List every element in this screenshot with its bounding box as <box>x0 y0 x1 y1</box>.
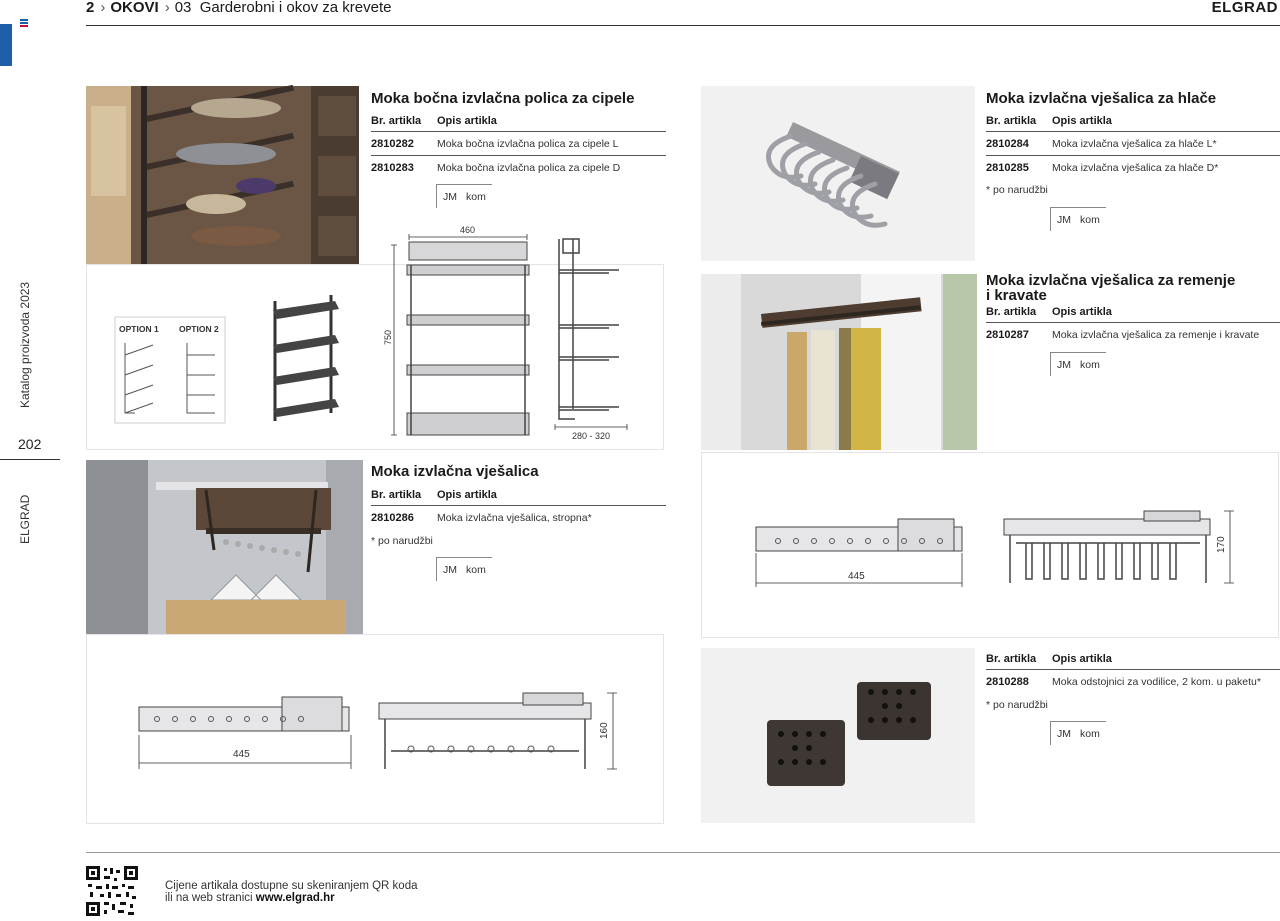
article-desc: Moka izvlačna vješalica za remenje i kravate <box>1052 329 1260 341</box>
product-title: Moka izvlačna vješalica <box>371 463 539 480</box>
chevron-right-icon: › <box>100 0 106 16</box>
article-code: 2810288 <box>986 676 1029 688</box>
footer-line2-prefix: ili na web stranici <box>165 892 253 904</box>
qr-code-icon[interactable] <box>86 866 138 916</box>
unit-value: kom <box>1080 359 1100 371</box>
unit-value: kom <box>1080 214 1100 226</box>
catalog-label: Katalog proizvoda 2023 <box>18 281 32 408</box>
table-row[interactable] <box>986 670 1280 694</box>
table-row[interactable] <box>986 132 1280 156</box>
dim-height-label: 160 <box>599 722 610 739</box>
breadcrumb-section-no[interactable]: 03 <box>174 0 192 16</box>
unit-box <box>1050 721 1106 745</box>
unit-label: JM <box>1057 359 1071 371</box>
unit-label: JM <box>443 191 457 203</box>
belt-tie-hanger-table <box>986 300 1280 347</box>
breadcrumb <box>86 0 391 16</box>
product-title: Moka bočna izvlačna polica za cipele <box>371 90 635 107</box>
col-code-header: Br. artikla <box>371 489 422 501</box>
trouser-hanger-photo <box>701 86 975 261</box>
table-row[interactable] <box>986 156 1280 180</box>
table-row[interactable] <box>371 156 666 180</box>
option-2-label: OPTION 2 <box>179 324 219 334</box>
trouser-hanger-table <box>986 109 1280 179</box>
col-desc-header: Opis artikla <box>1052 115 1112 127</box>
shoe-shelf-table <box>371 109 666 179</box>
footer-divider <box>86 852 1280 853</box>
product-title <box>986 273 1235 303</box>
unit-label: JM <box>1057 214 1071 226</box>
breadcrumb-page[interactable]: 2 <box>86 0 95 16</box>
table-header-row <box>986 300 1280 323</box>
article-desc: Moka bočna izvlačna polica za cipele D <box>437 161 621 174</box>
article-desc: Moka izvlačna vješalica, stropna* <box>437 512 592 524</box>
breadcrumb-section-title[interactable]: Garderobni i okov za krevete <box>199 0 392 16</box>
brand-color-marker <box>0 24 12 66</box>
table-header-row <box>986 109 1280 132</box>
table-row[interactable] <box>986 323 1280 347</box>
unit-box <box>1050 352 1106 376</box>
shoe-shelf-drawings <box>86 225 664 450</box>
article-desc: Moka bočna izvlačna polica za cipele L <box>437 138 619 150</box>
col-code-header: Br. artikla <box>986 306 1037 318</box>
article-code: 2810283 <box>371 161 414 174</box>
website-link[interactable]: www.elgrad.hr <box>255 892 335 904</box>
article-code: 2810282 <box>371 138 414 150</box>
product-title: Moka izvlačna vješalica za hlače <box>986 90 1217 107</box>
unit-value: kom <box>466 191 486 203</box>
article-code: 2810284 <box>986 138 1029 150</box>
col-code-header: Br. artikla <box>986 653 1037 665</box>
shoe-shelf-photo <box>86 86 359 264</box>
chevron-right-icon: › <box>164 0 170 16</box>
unit-box <box>1050 207 1106 231</box>
footer-text <box>165 880 418 904</box>
ceiling-hanger-drawings <box>86 634 664 824</box>
footer-line1: Cijene artikala dostupne su skeniranjem QR koda <box>165 880 418 892</box>
unit-box <box>436 557 492 581</box>
col-desc-header: Opis artikla <box>1052 306 1112 318</box>
order-note: * po narudžbi <box>986 184 1048 196</box>
col-desc-header: Opis artikla <box>437 115 497 127</box>
footer-line2 <box>165 892 418 904</box>
article-code: 2810285 <box>986 161 1029 174</box>
dim-width-label: 460 <box>460 225 476 235</box>
ceiling-hanger-photo <box>86 460 363 634</box>
article-code: 2810287 <box>986 329 1029 341</box>
page-header <box>86 0 1280 26</box>
rail-brand: ELGRAD <box>18 494 32 544</box>
article-code: 2810286 <box>371 512 414 524</box>
product-title-line2: i kravate <box>986 287 1047 304</box>
article-desc: Moka izvlačna vješalica za hlače L* <box>1052 138 1217 150</box>
unit-value: kom <box>466 564 486 576</box>
dim-height-label: 170 <box>1216 536 1227 553</box>
dim-depth-label: 280 - 320 <box>572 431 611 441</box>
brand-logo: ELGRAD <box>1211 0 1278 16</box>
rail-divider <box>0 459 60 460</box>
table-header-row <box>371 483 666 506</box>
belt-tie-hanger-photo <box>701 274 977 450</box>
article-desc: Moka izvlačna vješalica za hlače D* <box>1052 161 1219 174</box>
belt-tie-hanger-drawings <box>701 452 1279 638</box>
table-header-row <box>986 647 1280 670</box>
option-1-label: OPTION 1 <box>119 324 159 334</box>
table-header-row <box>371 109 666 132</box>
unit-value: kom <box>1080 728 1100 740</box>
dim-length-label: 445 <box>848 571 865 582</box>
page-number: 202 <box>18 436 42 452</box>
unit-label: JM <box>1057 728 1071 740</box>
dim-height-label: 750 <box>383 329 393 345</box>
table-row[interactable] <box>371 132 666 156</box>
col-desc-header: Opis artikla <box>437 489 497 501</box>
unit-label: JM <box>443 564 457 576</box>
product-title-line1: Moka izvlačna vješalica za remenje <box>986 272 1236 289</box>
col-desc-header: Opis artikla <box>1052 653 1112 665</box>
table-row[interactable] <box>371 506 666 530</box>
flag-icon <box>20 19 28 28</box>
article-desc: Moka odstojnici za vodilice, 2 kom. u paketu* <box>1052 676 1261 688</box>
dim-length-label: 445 <box>233 749 250 760</box>
col-code-header: Br. artikla <box>986 115 1037 127</box>
unit-box <box>436 184 492 208</box>
order-note: * po narudžbi <box>371 535 433 547</box>
col-code-header: Br. artikla <box>371 115 422 127</box>
spacers-photo <box>701 648 975 823</box>
breadcrumb-category[interactable]: OKOVI <box>110 0 159 16</box>
spacers-table <box>986 647 1280 694</box>
ceiling-hanger-table <box>371 483 666 530</box>
order-note: * po narudžbi <box>986 699 1048 711</box>
